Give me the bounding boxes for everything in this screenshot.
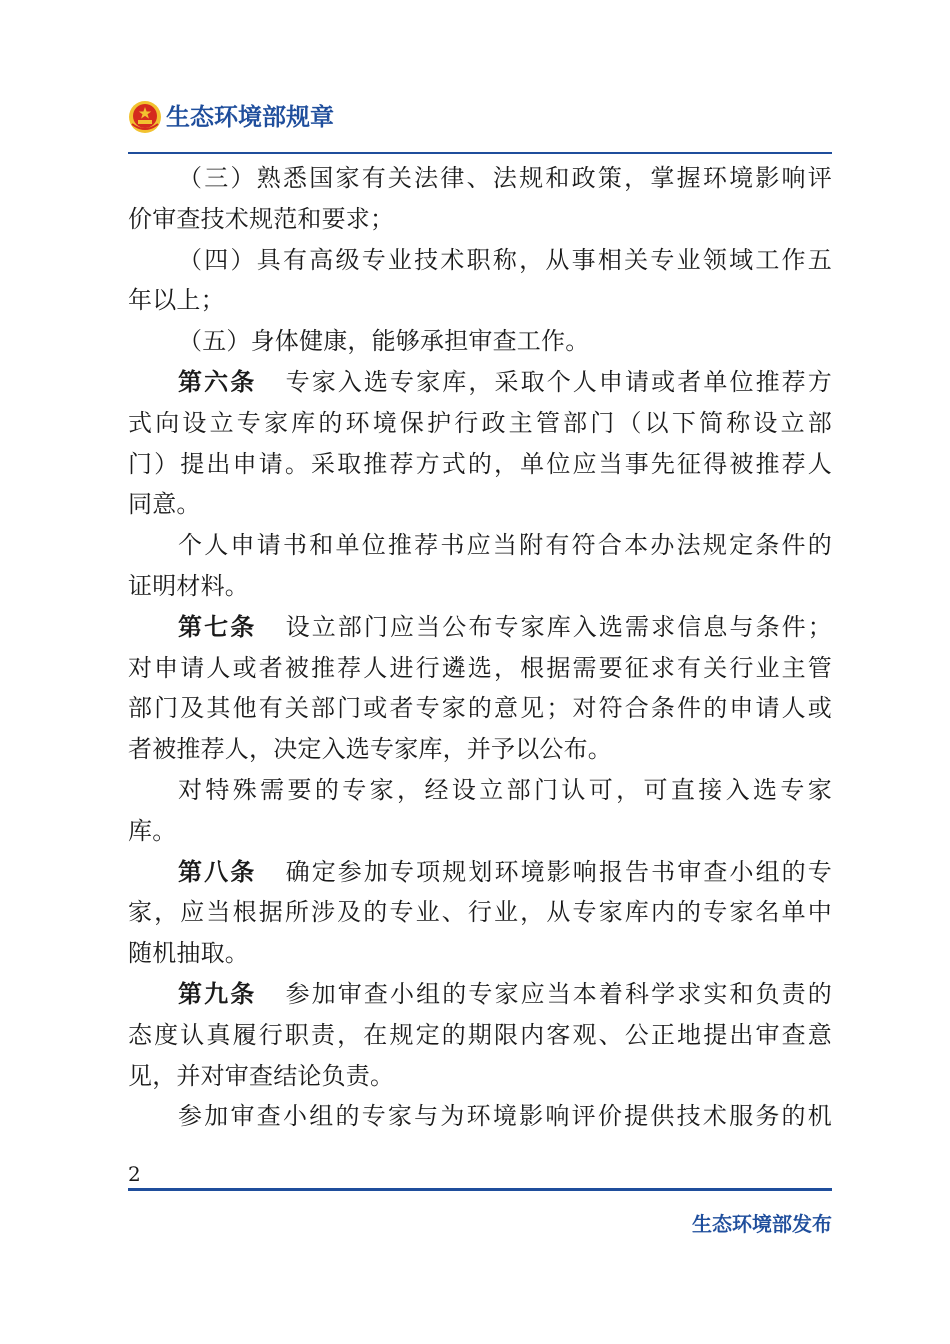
header-title: 生态环境部规章 (166, 103, 334, 131)
line-text: 参加审查小组的专家与为环境影响评价提供技术服务的机 (178, 1102, 832, 1131)
line-text: （五）身体健康，能够承担审查工作。 (178, 327, 590, 356)
line-text: 态度认真履行职责，在规定的期限内客观、公正地提出审查意 (128, 1020, 832, 1049)
line-text: 见，并对审查结论负责。 (128, 1061, 395, 1090)
text-line (128, 444, 832, 485)
text-line (128, 811, 832, 852)
page-number: 2 (128, 1162, 141, 1186)
line-text: （三）熟悉国家有关法律、法规和政策，掌握环境影响评 (178, 164, 832, 192)
text-line (128, 892, 832, 933)
text-line (128, 729, 832, 770)
line-text: 对申请人或者被推荐人进行遴选，根据需要征求有关行业主管 (128, 653, 832, 682)
article-heading: 第八条 (178, 857, 257, 886)
national-emblem-icon (128, 100, 162, 134)
line-text: 随机抽取。 (128, 939, 249, 968)
text-line (128, 1056, 832, 1097)
text-line (128, 648, 832, 689)
text-line (128, 280, 832, 321)
text-line (128, 321, 832, 362)
text-line (128, 199, 832, 240)
line-text: 者被推荐人，决定入选专家库，并予以公布。 (128, 735, 612, 764)
footer-divider (128, 1188, 832, 1191)
text-line (128, 974, 832, 1015)
line-text: 门）提出申请。采取推荐方式的，单位应当事先征得被推荐人 (128, 449, 832, 478)
text-line (128, 158, 832, 199)
line-text: 库。 (128, 816, 177, 845)
text-line (128, 852, 832, 893)
text-line (128, 1096, 832, 1137)
article-heading: 第七条 (178, 612, 257, 641)
page-header (128, 98, 832, 154)
text-line (128, 484, 832, 525)
header-divider (128, 152, 832, 154)
line-text: 设立部门应当公布专家库入选需求信息与条件； (285, 612, 832, 641)
line-text: 参加审查小组的专家应当本着科学求实和负责的 (285, 979, 832, 1008)
line-text: （四）具有高级专业技术职称，从事相关专业领域工作五 (178, 245, 832, 274)
line-text: 个人申请书和单位推荐书应当附有符合本办法规定条件的 (178, 531, 832, 560)
footer-publisher: 生态环境部发布 (692, 1212, 832, 1236)
text-line (128, 403, 832, 444)
line-text: 确定参加专项规划环境影响报告书审查小组的专 (285, 857, 832, 886)
text-line (128, 770, 832, 811)
line-text: 证明材料。 (128, 571, 249, 600)
line-text: 式向设立专家库的环境保护行政主管部门（以下简称设立部 (128, 408, 832, 437)
line-text: 专家入选专家库，采取个人申请或者单位推荐方 (285, 367, 832, 396)
line-text: 价审查技术规范和要求； (128, 204, 395, 233)
line-text: 对特殊需要的专家，经设立部门认可，可直接入选专家 (178, 775, 832, 804)
article-heading: 第六条 (178, 367, 257, 396)
text-line (128, 688, 832, 729)
text-line (128, 566, 832, 607)
text-line (128, 362, 832, 403)
text-line (128, 1015, 832, 1056)
text-line (128, 933, 832, 974)
text-line (128, 607, 832, 648)
text-line (128, 525, 832, 566)
line-text: 年以上； (128, 286, 225, 315)
line-text: 家，应当根据所涉及的专业、行业，从专家库内的专家名单中 (128, 898, 832, 927)
document-body (128, 158, 832, 1137)
line-text: 部门及其他有关部门或者专家的意见；对符合条件的申请人或 (128, 694, 832, 723)
text-line (128, 240, 832, 281)
line-text: 同意。 (128, 490, 201, 519)
article-heading: 第九条 (178, 979, 257, 1008)
